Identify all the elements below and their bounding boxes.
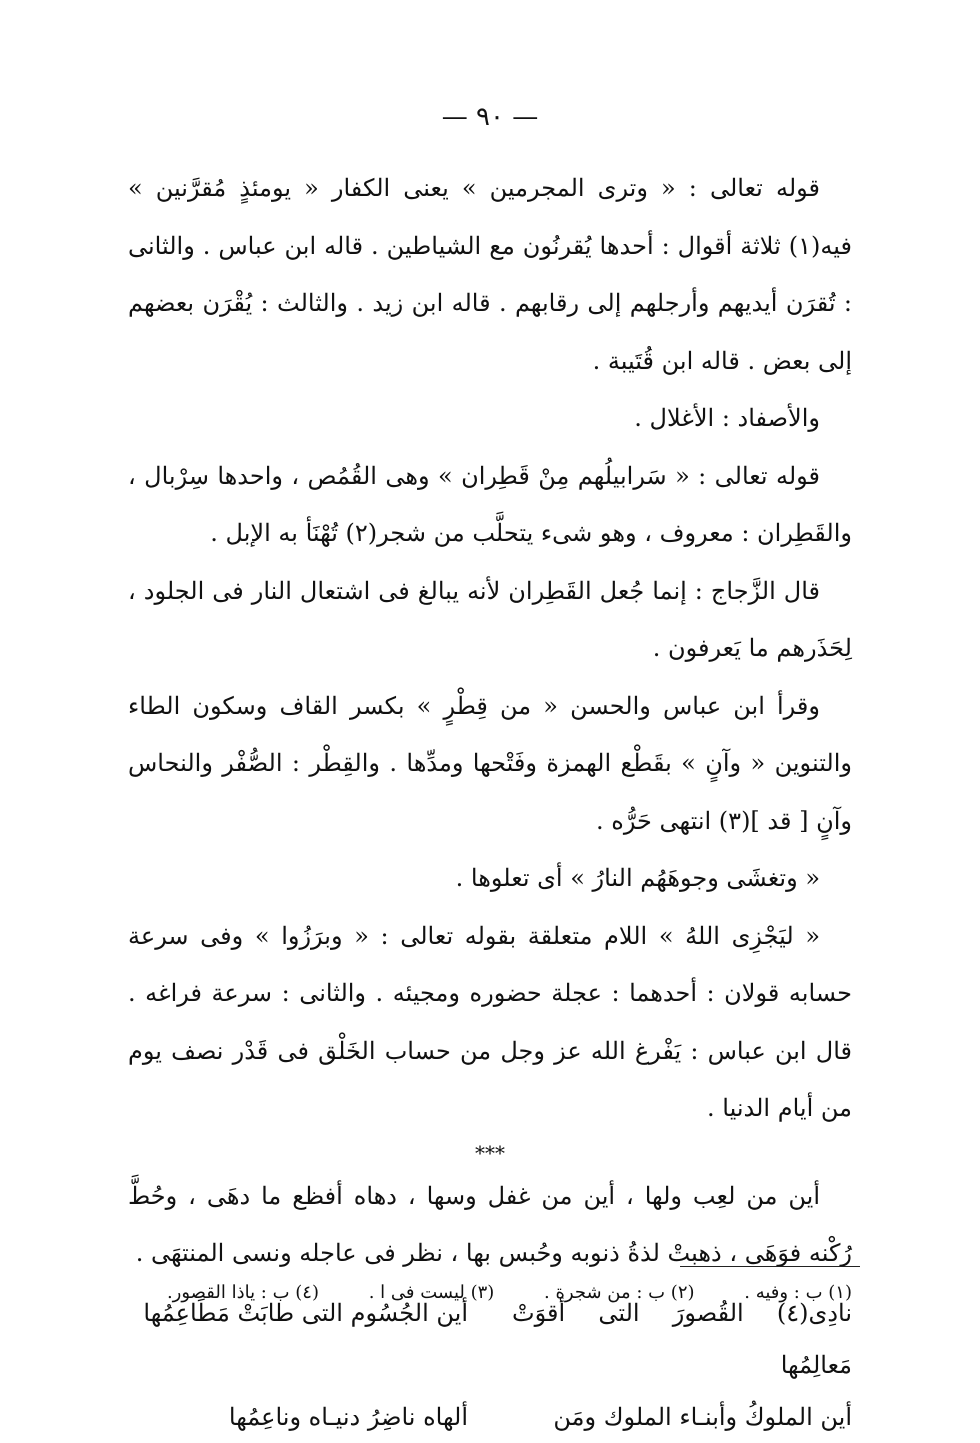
verse-2-first-hemistich: أين الملوكُ وأبنـاء الملوك ومَن [553,1402,852,1431]
paragraph-5: وقرأ ابن عباس والحسن « من قِطْرٍ » بكسر القاف وسكون الطاء والتنوين « وآنٍ » بقَطْع الهمزة وفَتْحها ومدِّها . والقِطْر : الصُّفْر والنحاس وآنٍ [ قد ](٣) انتهى حَرُّه . [128,691,852,835]
verse-line-2 [128,1391,852,1443]
footnote-1: (١) ب : وفيه . [744,1282,852,1303]
footnote-4: (٤) ب : ياذا القصور. [166,1282,319,1303]
paragraph-1: قوله تعالى : « وترى المجرمين » يعنى الكفار « يومئذٍ مُقرَّنين » فيه(١) ثلاثة أقوال : أحدها يُقرنُون مع الشياطين . قاله ابن عباس . والثانى : تُقرَن أيديهم وأرجلهم إلى رقابهم . قاله ابن زيد . والثالث : يُقْرَن بعضهم إلى بعض . قاله ابن قُتَيبة . [128,174,852,375]
section-separator: *** [475,1140,505,1165]
paragraph-4: قال الزَّجاج : إنما جُعل القَطِران لأنه يبالغ فى اشتعال النار فى الجلود ، لِحَذَرهم ما يَعرفون . [128,576,852,662]
main-text [128,160,852,1443]
verse-1-first-hemistich: نادِى(٤) القُصورَ التى أقوَتْ مَعالِمُها [512,1298,852,1379]
footnote-3: (٣) ليست فى ا . [368,1282,495,1303]
footnote-2: (٢) ب : من شجرة . [544,1282,695,1303]
page-number: — ٩٠ — [441,102,539,132]
verse-1-second-hemistich: أين الجُسُوم التى طابَتْ مَطَاعِمُها [143,1298,468,1327]
footnote-divider [680,1266,860,1267]
paragraph-3: قوله تعالى : « سَرابيلُهم مِنْ قَطِران » وهى القُمُص ، واحدها سِرْبال ، والقَطِران : معروف ، وهو شىء يتحلَّب من شجر(٢) تُهْنَأ به الإبل . [128,461,852,547]
verse-2-second-hemistich: ألهاه ناضِرُ دنيـاه وناعِمُها [228,1402,468,1431]
footnotes [128,1278,852,1308]
paragraph-2: والأصفاد : الأغلال . [634,404,820,432]
paragraph-6: « وتغشَى وجوهَهُم النارُ » أى تعلوها . [455,864,820,892]
poem-verses [128,1287,852,1443]
closing-paragraph: أين من لعِب ولها ، أين من غفل وسها ، دهاه أفظع ما دهَى ، وحُطَّ رُكْنه فوَهَى ، ذهبتْ لذةُ ذنوبه وحُبس بها ، نظر فى عاجله ونسى المنتهَى . [128,1181,852,1267]
paragraph-7: « ليَجْزِى اللهُ » اللام متعلقة بقوله تعالى : « وبرَزُوا » وفى سرعة حسابه قولان : أحدهما : عجلة حضوره ومجيئه . والثانى : سرعة فراغه . قال ابن عباس : يَفْرغ الله عز وجل من حساب الخَلْق فى قَدْر نصف يوم من أيام الدنيا . [128,921,852,1122]
